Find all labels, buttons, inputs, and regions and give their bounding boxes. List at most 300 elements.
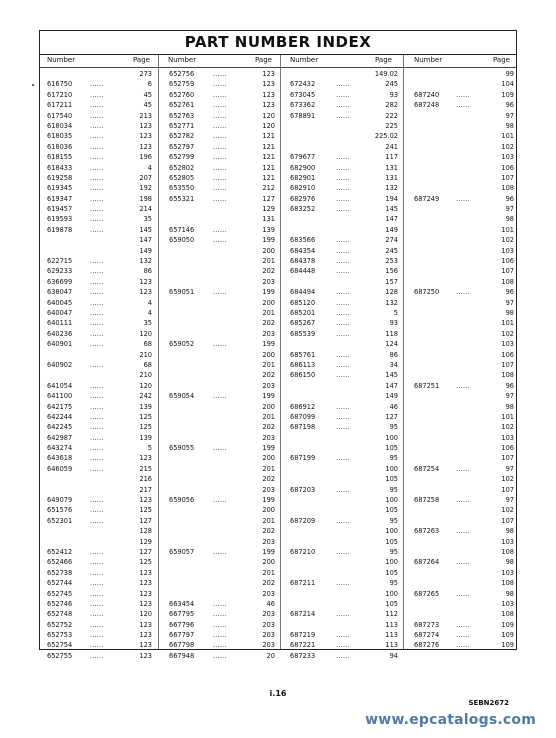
index-row [290, 526, 398, 536]
page-reference: 132 [139, 257, 152, 266]
index-row [47, 640, 152, 650]
leader-dots: ...... [336, 329, 350, 338]
index-row [47, 578, 152, 588]
leader-dots: ...... [336, 194, 350, 203]
index-row [47, 121, 152, 131]
page-reference: 102 [501, 236, 514, 245]
index-row [169, 464, 275, 474]
part-number: 655321 [169, 194, 195, 203]
page-reference: 100 [385, 496, 398, 505]
part-number: 642245 [47, 423, 73, 432]
index-row [169, 318, 275, 328]
index-row [414, 640, 514, 650]
leader-dots: ...... [90, 225, 104, 234]
page-reference: 213 [139, 111, 152, 120]
leader-dots: ...... [213, 496, 227, 505]
part-number: 618155 [47, 153, 73, 162]
page-reference: 5 [393, 308, 398, 317]
page-reference: 113 [385, 620, 398, 629]
index-row [290, 308, 398, 318]
part-number: 643274 [47, 444, 73, 453]
page-reference: 253 [385, 257, 398, 266]
part-number: 619347 [47, 194, 73, 203]
part-number: 652760 [169, 90, 195, 99]
leader-dots: ...... [90, 163, 104, 172]
page-reference: 105 [385, 444, 398, 453]
page-reference: 100 [385, 527, 398, 536]
page-reference: 147 [385, 215, 398, 224]
leader-dots: ...... [213, 651, 227, 660]
page-reference: 123 [262, 80, 275, 89]
index-row [47, 402, 152, 412]
page-reference: 121 [262, 132, 275, 141]
index-row [47, 464, 152, 474]
index-row [290, 194, 398, 204]
page-reference: 4 [147, 163, 152, 172]
index-row [169, 620, 275, 630]
index-row [47, 516, 152, 526]
page-reference: 120 [262, 121, 275, 130]
index-row [290, 370, 398, 380]
page-reference: 202 [262, 319, 275, 328]
index-row [290, 350, 398, 360]
leader-dots: ...... [456, 101, 470, 110]
part-number: 640901 [47, 340, 73, 349]
index-row [414, 329, 514, 339]
index-row [169, 422, 275, 432]
page-reference: 273 [139, 70, 152, 78]
index-row [169, 547, 275, 557]
page-reference: 149 [385, 225, 398, 234]
index-row [414, 69, 514, 79]
leader-dots: ...... [456, 194, 470, 203]
part-number: 618433 [47, 163, 73, 172]
leader-dots: ...... [90, 558, 104, 567]
page-reference: 131 [262, 215, 275, 224]
page-reference: 108 [501, 371, 514, 380]
page-reference: 128 [385, 288, 398, 297]
leader-dots: ...... [213, 142, 227, 151]
leader-dots: ...... [456, 90, 470, 99]
part-number: 640111 [47, 319, 73, 328]
index-row [290, 433, 398, 443]
leader-dots: ...... [213, 599, 227, 608]
part-number: 652755 [47, 651, 73, 660]
page-reference: 214 [139, 205, 152, 214]
page-reference: 123 [139, 620, 152, 629]
index-row [414, 391, 514, 401]
part-number: 682900 [290, 163, 316, 172]
part-number: 619258 [47, 173, 73, 182]
part-number: 667798 [169, 641, 195, 650]
index-row [414, 453, 514, 463]
page-reference: 202 [262, 371, 275, 380]
page-reference: 102 [501, 506, 514, 515]
page-reference: 202 [262, 579, 275, 588]
index-row [414, 360, 514, 370]
index-row [47, 308, 152, 318]
index-row [169, 329, 275, 339]
page-reference: 105 [385, 506, 398, 515]
part-number: 652746 [47, 599, 73, 608]
page-reference: 45 [143, 101, 152, 110]
index-row [47, 225, 152, 235]
index-row [290, 474, 398, 484]
page-reference: 202 [262, 527, 275, 536]
page-reference: 199 [262, 392, 275, 401]
index-row [169, 412, 275, 422]
part-number: 652748 [47, 610, 73, 619]
leader-dots: ...... [336, 631, 350, 640]
page-reference: 120 [262, 111, 275, 120]
index-row [414, 599, 514, 609]
page-reference: 132 [385, 298, 398, 307]
page-reference: 86 [389, 350, 398, 359]
page-reference: 102 [501, 142, 514, 151]
part-number: 652797 [169, 142, 195, 151]
page-reference: 95 [389, 454, 398, 463]
part-number: 652782 [169, 132, 195, 141]
index-row [290, 100, 398, 110]
leader-dots: ...... [336, 90, 350, 99]
part-number: 682901 [290, 173, 316, 182]
leader-dots: ...... [90, 641, 104, 650]
page-reference: 139 [139, 433, 152, 442]
page-reference: 125 [139, 412, 152, 421]
header-number-col1: Number [47, 56, 76, 64]
leader-dots: ...... [456, 641, 470, 650]
part-number: 652301 [47, 516, 73, 525]
page-reference: 139 [139, 402, 152, 411]
leader-dots: ...... [456, 589, 470, 598]
part-number: 642987 [47, 433, 73, 442]
page-reference: 93 [389, 90, 398, 99]
page-reference: 35 [143, 319, 152, 328]
leader-dots: ...... [90, 423, 104, 432]
index-row [414, 578, 514, 588]
index-row [47, 246, 152, 256]
index-row [47, 277, 152, 287]
page-reference: 103 [501, 433, 514, 442]
leader-dots: ...... [336, 236, 350, 245]
page-reference: 46 [389, 402, 398, 411]
part-number: 617210 [47, 90, 73, 99]
part-number: 642175 [47, 402, 73, 411]
index-row [47, 391, 152, 401]
index-row [290, 464, 398, 474]
leader-dots: ...... [336, 485, 350, 494]
leader-dots: ...... [90, 610, 104, 619]
page-reference: 4 [147, 298, 152, 307]
index-row [169, 402, 275, 412]
index-row [47, 194, 152, 204]
leader-dots: ...... [336, 360, 350, 369]
page-reference: 113 [385, 641, 398, 650]
leader-dots: ...... [90, 496, 104, 505]
index-row [290, 152, 398, 162]
part-number: 652412 [47, 547, 73, 556]
page-reference: 203 [262, 381, 275, 390]
page-reference: 199 [262, 288, 275, 297]
index-row [169, 266, 275, 276]
index-row [290, 589, 398, 599]
part-number: 641100 [47, 392, 73, 401]
leader-dots: ...... [456, 464, 470, 473]
index-row [414, 495, 514, 505]
index-row [414, 339, 514, 349]
index-row [414, 163, 514, 173]
part-number: 646059 [47, 464, 73, 473]
page-reference: 127 [139, 516, 152, 525]
index-row [290, 225, 398, 235]
index-row [169, 651, 275, 661]
page-reference: 100 [385, 589, 398, 598]
index-column-4 [414, 69, 514, 651]
part-number: 687248 [414, 101, 440, 110]
page-reference: 145 [385, 205, 398, 214]
index-row [414, 287, 514, 297]
leader-dots: ...... [213, 111, 227, 120]
leader-dots: ...... [213, 173, 227, 182]
page-reference: 131 [385, 173, 398, 182]
leader-dots: ...... [90, 257, 104, 266]
part-number: 663454 [169, 599, 195, 608]
part-number: 687249 [414, 194, 440, 203]
index-row [290, 381, 398, 391]
part-number: 659050 [169, 236, 195, 245]
part-number: 687258 [414, 496, 440, 505]
leader-dots: ...... [90, 381, 104, 390]
leader-dots: ...... [90, 319, 104, 328]
index-row [414, 318, 514, 328]
page-reference: 132 [385, 184, 398, 193]
index-row [414, 547, 514, 557]
page-reference: 123 [262, 90, 275, 99]
index-row [414, 256, 514, 266]
part-number: 686150 [290, 371, 316, 380]
index-row [47, 599, 152, 609]
leader-dots: ...... [456, 527, 470, 536]
part-number: 619878 [47, 225, 73, 234]
page-reference: 20 [266, 651, 275, 660]
page-reference: 196 [139, 153, 152, 162]
leader-dots: ...... [90, 620, 104, 629]
leader-dots: ...... [213, 163, 227, 172]
index-row [169, 235, 275, 245]
page-reference: 123 [139, 641, 152, 650]
index-row [290, 609, 398, 619]
index-row [414, 79, 514, 89]
leader-dots: ...... [90, 631, 104, 640]
part-number: 652466 [47, 558, 73, 567]
leader-dots: ...... [213, 121, 227, 130]
page-reference: 203 [262, 610, 275, 619]
page-reference: 274 [385, 236, 398, 245]
leader-dots: ...... [213, 132, 227, 141]
index-sheet [39, 30, 517, 660]
leader-dots: ...... [90, 599, 104, 608]
part-number: 616750 [47, 80, 73, 89]
part-number: 619593 [47, 215, 73, 224]
page-reference: 96 [505, 381, 514, 390]
leader-dots: ...... [90, 277, 104, 286]
page-reference: 86 [143, 267, 152, 276]
page-reference: 123 [139, 121, 152, 130]
page-reference: 6 [147, 80, 152, 89]
page-reference: 203 [262, 589, 275, 598]
index-row [414, 204, 514, 214]
part-number: 659051 [169, 288, 195, 297]
index-row [290, 142, 398, 152]
page-reference: 203 [262, 620, 275, 629]
page-reference: 124 [385, 340, 398, 349]
page-reference: 282 [385, 101, 398, 110]
page-reference: 99 [505, 70, 514, 78]
index-row [169, 516, 275, 526]
page-reference: 5 [147, 444, 152, 453]
page-reference: 4 [147, 308, 152, 317]
page-reference: 96 [505, 194, 514, 203]
index-row [290, 79, 398, 89]
part-number: 667796 [169, 620, 195, 629]
leader-dots: ...... [336, 579, 350, 588]
index-row [414, 630, 514, 640]
leader-dots: ...... [336, 516, 350, 525]
part-number: 673045 [290, 90, 316, 99]
part-number: 652802 [169, 163, 195, 172]
index-row [414, 474, 514, 484]
part-number: 642244 [47, 412, 73, 421]
leader-dots: ...... [90, 568, 104, 577]
page-reference: 123 [139, 288, 152, 297]
leader-dots: ...... [90, 392, 104, 401]
leader-dots: ...... [90, 90, 104, 99]
page-reference: 101 [501, 132, 514, 141]
header-page-col4: Page [493, 56, 510, 64]
page-reference: 200 [262, 454, 275, 463]
page-reference: 199 [262, 340, 275, 349]
leader-dots: ...... [90, 506, 104, 515]
part-number: 687254 [414, 464, 440, 473]
index-row [290, 516, 398, 526]
page-reference: 200 [262, 506, 275, 515]
index-row [169, 111, 275, 121]
index-row [414, 505, 514, 515]
page-reference: 113 [385, 631, 398, 640]
index-column-1 [47, 69, 152, 661]
leader-dots: ...... [336, 257, 350, 266]
leader-dots: ...... [213, 641, 227, 650]
index-row [169, 204, 275, 214]
part-number: 687214 [290, 610, 316, 619]
index-column-3 [290, 69, 398, 661]
index-row [414, 609, 514, 619]
index-row [290, 266, 398, 276]
index-row [414, 381, 514, 391]
index-row [47, 173, 152, 183]
index-row [169, 142, 275, 152]
page-reference: 149 [139, 246, 152, 255]
page-reference: 101 [501, 412, 514, 421]
leader-dots: ...... [90, 101, 104, 110]
part-number: 683252 [290, 205, 316, 214]
page-reference: 123 [139, 132, 152, 141]
leader-dots: ...... [336, 402, 350, 411]
page-reference: 203 [262, 277, 275, 286]
leader-dots: ...... [213, 153, 227, 162]
page-reference: 98 [505, 589, 514, 598]
leader-dots: ...... [90, 454, 104, 463]
index-row [47, 214, 152, 224]
page-reference: 46 [266, 599, 275, 608]
index-row [169, 79, 275, 89]
index-row [47, 329, 152, 339]
index-row [414, 90, 514, 100]
index-row [414, 485, 514, 495]
part-number: 619457 [47, 205, 73, 214]
page-reference: 103 [501, 599, 514, 608]
leader-dots: ...... [336, 547, 350, 556]
page-reference: 101 [501, 225, 514, 234]
page-reference: 201 [262, 516, 275, 525]
part-number: 641054 [47, 381, 73, 390]
page-reference: 98 [505, 308, 514, 317]
page-reference: 147 [385, 381, 398, 390]
index-row [414, 526, 514, 536]
leader-dots: ...... [90, 142, 104, 151]
leader-dots: ...... [213, 70, 227, 78]
index-row [169, 90, 275, 100]
index-row [290, 630, 398, 640]
page-reference: 199 [262, 444, 275, 453]
page-reference: 98 [505, 402, 514, 411]
index-row [290, 121, 398, 131]
index-row [290, 599, 398, 609]
leader-dots: ...... [336, 173, 350, 182]
index-row [47, 485, 152, 495]
index-row [414, 225, 514, 235]
page-reference: 200 [262, 246, 275, 255]
page-reference: 203 [262, 329, 275, 338]
page-reference: 109 [501, 90, 514, 99]
leader-dots: ...... [90, 111, 104, 120]
part-number: 652761 [169, 101, 195, 110]
index-row [414, 620, 514, 630]
index-row [169, 298, 275, 308]
page-reference: 201 [262, 308, 275, 317]
leader-dots: ...... [90, 121, 104, 130]
index-row [169, 121, 275, 131]
index-row [290, 547, 398, 557]
part-number: 684494 [290, 288, 316, 297]
leader-dots: ...... [90, 184, 104, 193]
part-number: 649079 [47, 496, 73, 505]
index-row [169, 152, 275, 162]
index-row [290, 568, 398, 578]
leader-dots: ...... [336, 651, 350, 660]
page-reference: 112 [385, 610, 398, 619]
index-row [414, 214, 514, 224]
part-number: 617540 [47, 111, 73, 120]
page-reference: 125 [139, 506, 152, 515]
index-row [47, 163, 152, 173]
leader-dots: ...... [213, 80, 227, 89]
leader-dots: ...... [336, 101, 350, 110]
page-reference: 103 [501, 153, 514, 162]
index-row [169, 183, 275, 193]
index-row [47, 235, 152, 245]
leader-dots: ...... [90, 412, 104, 421]
